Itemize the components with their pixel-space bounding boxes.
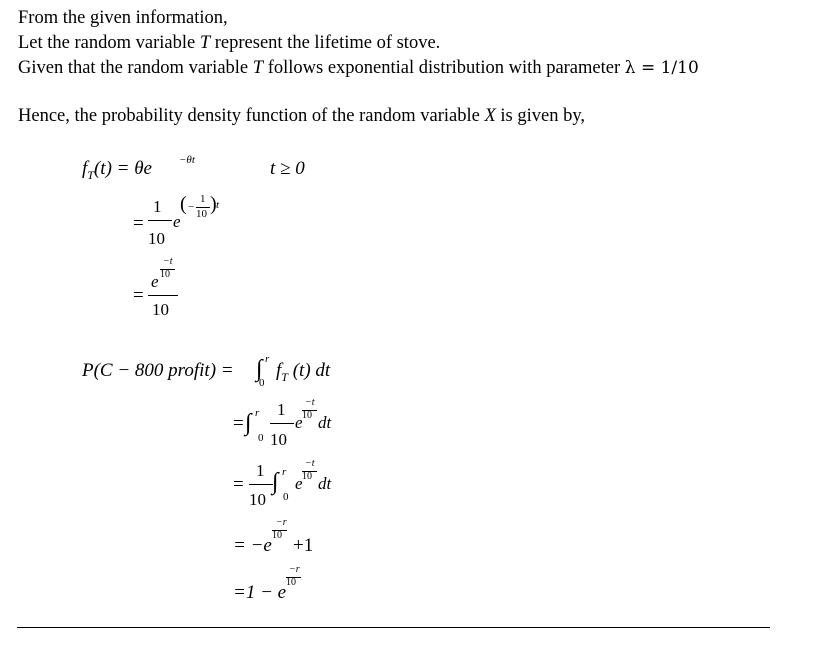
frac-den: 10	[270, 430, 287, 449]
sub-T: T	[281, 369, 288, 384]
var-T: T	[199, 33, 211, 53]
bottom-rule	[17, 627, 770, 628]
exp-num: −t	[305, 458, 315, 469]
exp-frac-num: 1	[200, 193, 206, 205]
exp-num: −t	[305, 397, 315, 408]
integral-sign: ∫	[272, 469, 279, 495]
frac-den: 10	[249, 490, 266, 509]
lhs-arg: (t) = θe	[93, 158, 152, 179]
fraction-bar	[148, 295, 178, 296]
intro-line-2	[18, 33, 440, 54]
intro-line-3	[18, 58, 699, 79]
dt: dt	[318, 413, 332, 432]
fraction-bar	[249, 484, 273, 485]
int-lower: 0	[259, 377, 265, 389]
f: f	[82, 158, 88, 179]
e-symbol: e	[295, 474, 303, 493]
e-symbol: e	[173, 212, 181, 231]
frac-num: 1	[256, 461, 265, 480]
frac-num: 1	[277, 400, 286, 419]
exp-den: 10	[272, 530, 282, 541]
paren-close: )	[210, 193, 217, 215]
frac-den: 10	[148, 229, 165, 248]
e-symbol: e	[295, 413, 303, 432]
exp-den: 10	[302, 471, 312, 482]
fraction-bar	[148, 220, 172, 221]
frac-num: 1	[153, 197, 162, 216]
exp-num: −t	[163, 256, 173, 267]
text: Hence, the probability density function of the random variable	[18, 106, 485, 126]
eq-sign: =	[133, 213, 144, 234]
exp-minus: −	[188, 201, 195, 213]
exp-den: 10	[160, 269, 170, 280]
integral-sign: ∫	[245, 410, 252, 436]
sub-T: T	[87, 167, 94, 182]
dt: dt	[318, 474, 332, 493]
frac-den: 10	[152, 300, 169, 319]
var-X: X	[484, 106, 496, 126]
exp-num: −r	[289, 564, 300, 575]
pdf-condition: t ≥ 0	[270, 158, 305, 179]
f: f	[276, 360, 282, 381]
step4-lead: = −e	[233, 535, 272, 556]
text: Let the random variable	[18, 33, 200, 53]
int-lower: 0	[258, 432, 264, 444]
text: Given that the random variable	[18, 58, 253, 78]
int-upper: r	[265, 353, 270, 365]
text: is given by,	[495, 106, 586, 126]
var-T: T	[252, 58, 264, 78]
intro-line-1: From the given information,	[18, 8, 228, 28]
int-upper: r	[255, 407, 260, 419]
step4-tail: +1	[293, 535, 314, 556]
eq-sign: =	[233, 474, 244, 495]
prob-lhs: P(C − 800 profit) =	[82, 360, 234, 381]
integral-sign: ∫	[256, 356, 263, 382]
exp-den: 10	[302, 410, 312, 421]
tail: (t) dt	[292, 360, 331, 381]
pdf-exponent-1: −θt	[179, 154, 195, 166]
step5-lead: =1 − e	[233, 582, 287, 603]
int-upper: r	[282, 466, 287, 478]
prob-rhs-1	[276, 360, 330, 385]
fraction-bar	[270, 423, 294, 424]
int-lower: 0	[283, 491, 289, 503]
exp-den: 10	[286, 577, 296, 588]
paren-open: (	[180, 193, 187, 215]
e-symbol: e	[151, 272, 159, 291]
text: represent the lifetime of stove.	[210, 33, 441, 53]
intro-line-4	[18, 106, 585, 127]
eq-sign: =	[233, 413, 244, 434]
lambda-param: λ = 1/10	[624, 58, 699, 78]
pdf-line-1	[82, 158, 152, 183]
exp-t: t	[216, 199, 220, 211]
exp-num: −r	[276, 517, 287, 528]
text: follows exponential distribution with parameter	[263, 58, 625, 78]
eq-sign: =	[133, 285, 144, 306]
exp-frac-den: 10	[196, 208, 207, 220]
